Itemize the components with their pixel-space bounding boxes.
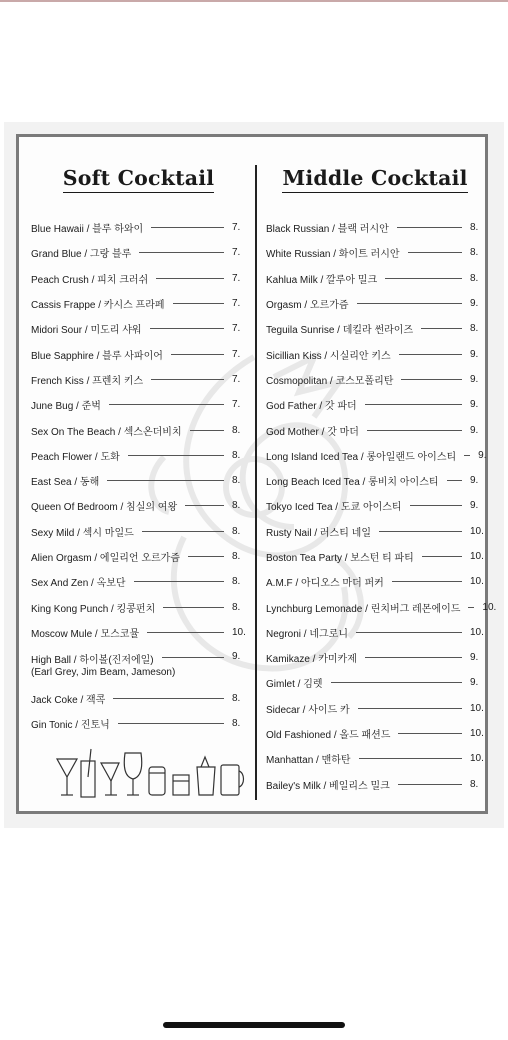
menu-item [31,711,246,736]
dotted-leader [188,556,224,557]
menu-item-price: 8. [232,576,241,588]
dotted-leader [464,455,470,456]
menu-item-price: 7. [232,222,241,234]
menu-item-name: God Mother / 갓 마더 [266,426,359,438]
menu-item-name: East Sea / 동해 [31,477,100,489]
menu-item-price: 9. [232,651,241,663]
menu-item [31,686,246,711]
menu-item [266,569,484,594]
menu-item-price: 9. [470,652,479,664]
menu-item-name: Jack Coke / 잭콕 [31,695,106,707]
menu-item-price: 9. [470,424,479,436]
menu-item [266,772,484,797]
menu-item-price: 8. [232,500,241,512]
menu-item-price: 10. [470,702,484,714]
menu-item-name: Long Beach Iced Tea / 롱비치 아이스티 [266,477,439,489]
menu-item-price: 8. [232,449,241,461]
menu-item-name: Old Fashioned / 올드 패션드 [266,730,391,742]
menu-item-name: Orgasm / 오르가즘 [266,300,349,312]
menu-item [266,367,484,392]
menu-item [31,341,246,366]
menu-item [266,443,487,468]
dotted-leader [118,723,224,724]
top-edge-line [0,0,508,2]
dotted-leader [356,632,462,633]
menu-item-name: Manhattan / 맨하탄 [266,755,351,767]
dotted-leader [408,252,462,253]
menu-item [31,266,246,291]
soft-cocktail-title: Soft Cocktail [31,165,246,193]
menu-item [31,468,246,493]
menu-item-name: Long Island Iced Tea / 롱아일랜드 아이스티 [266,451,457,463]
dotted-leader [162,657,224,658]
menu-item-price: 9. [470,500,479,512]
menu-item-name: Negroni / 네그로니 [266,628,348,640]
menu-item-price: 7. [232,348,241,360]
dotted-leader [379,531,462,532]
menu-item-price: 7. [232,373,241,385]
menu-item-price: 8. [232,693,241,705]
menu-item [31,417,246,442]
menu-item-price: 7. [232,247,241,259]
menu-item [266,240,484,265]
dotted-leader [147,632,224,633]
dotted-leader [359,758,462,759]
menu-item-price: 8. [232,601,241,613]
menu-item-name: Kamikaze / 카미카제 [266,654,357,666]
dotted-leader [422,556,462,557]
menu-item-price: 8. [232,475,241,487]
dotted-leader [365,404,462,405]
menu-item-price: 9. [470,373,479,385]
dotted-leader [468,607,474,608]
menu-item-price: 10. [470,626,484,638]
dotted-leader [163,607,224,608]
menu-item-price: 7. [232,298,241,310]
dotted-leader [190,430,224,431]
dotted-leader [331,682,462,683]
menu-item-price: 8. [232,551,241,562]
menu-item [266,721,484,746]
menu-item [31,392,246,417]
menu-item-price: 10. [232,626,246,638]
menu-item [31,367,246,392]
menu-item [266,493,484,518]
menu-item-name: Moscow Mule / 모스코뮬 [31,628,140,640]
dotted-leader [113,698,224,699]
menu-item-name: Lynchburg Lemonade / 린치버그 레몬에이드 [266,603,461,615]
menu-item-name: Grand Blue / 그랑 블루 [31,249,132,261]
dotted-leader [173,303,224,304]
menu-item-price: 9. [470,348,479,360]
dotted-leader [401,379,462,380]
menu-item-price: 8. [470,272,479,284]
menu-item-name: Gimlet / 김렛 [266,679,323,691]
menu-item-name: Blue Hawaii / 블루 하와이 [31,224,144,236]
menu-item-price: 8. [470,222,479,234]
dotted-leader [128,455,224,456]
menu-item-name: Alien Orgasm / 에일리언 오르가즘 [31,553,180,564]
menu-item-name: Sexy Mild / 섹시 마일드 [31,527,134,539]
menu-item-price: 8. [232,424,241,436]
menu-item [266,620,484,645]
menu-item [266,645,484,670]
menu-item [266,670,484,695]
menu-item-name: High Ball / 하이볼(진저에일) [31,655,154,667]
menu-item-name: Kahlua Milk / 깔루아 밀크 [266,274,378,286]
dotted-leader [447,480,462,481]
menu-item [31,316,246,341]
home-indicator[interactable] [163,1022,345,1028]
menu-item-name: Sex On The Beach / 섹스온더비치 [31,426,182,438]
menu-item-price: 9. [478,449,487,461]
menu-item-price: 10. [470,525,484,537]
menu-item-name: Tokyo Iced Tea / 도쿄 아이스티 [266,502,402,514]
menu-item-name: A.M.F / 아디오스 마더 퍼커 [266,578,384,590]
dotted-leader [399,354,462,355]
dotted-leader [107,480,224,481]
soft-cocktail-list [31,215,246,737]
dotted-leader [398,733,462,734]
menu-item-name: Teguila Sunrise / 데킬라 썬라이즈 [266,325,414,337]
menu-item [266,291,484,316]
menu-item-name: Gin Tonic / 진토닉 [31,720,110,732]
menu-item [31,594,246,619]
menu-item-name: Cosmopolitan / 코스모폴리탄 [266,375,394,387]
menu-item [31,645,246,686]
menu-item-name: Cassis Frappe / 카시스 프라페 [31,300,165,312]
menu-item-price: 9. [470,677,479,689]
menu-item [31,544,246,569]
menu-item-price: 9. [470,475,479,487]
menu-item-price: 9. [470,399,479,411]
menu-item-price: 7. [232,399,241,411]
menu-item [31,240,246,265]
dotted-leader [410,505,462,506]
menu-item-price: 8. [470,778,479,790]
menu-item-name: June Bug / 준벅 [31,401,101,413]
dotted-leader [109,404,224,405]
menu-item [266,417,484,442]
menu-item-name: Sex And Zen / 옥보단 [31,578,126,590]
menu-item-name: Boston Tea Party / 보스턴 티 파티 [266,553,414,564]
menu-item-price: 10. [470,753,484,765]
menu-item-name: Rusty Nail / 러스티 네일 [266,527,371,539]
menu-item [31,493,246,518]
menu-item [266,341,484,366]
menu-item [31,215,246,240]
menu-item [31,620,246,645]
menu-item [266,594,497,619]
menu-item-price: 8. [232,525,241,537]
menu-item-name: Black Russian / 블랙 러시안 [266,224,389,236]
dotted-leader [398,784,462,785]
menu-item-name: French Kiss / 프렌치 키스 [31,375,144,387]
cocktail-glasses-illustration [55,747,250,803]
menu-item-price: 10. [470,576,484,588]
menu-card [16,134,497,814]
menu-item-name: God Father / 갓 파더 [266,401,357,413]
menu-item-note: (Earl Grey, Jim Beam, Jameson) [31,667,176,679]
menu-item [266,468,484,493]
menu-item-price: 8. [470,323,479,335]
menu-item-name: Sicillian Kiss / 시실리안 키스 [266,350,391,362]
menu-item [266,696,484,721]
menu-item [266,316,484,341]
menu-item-name: Queen Of Bedroom / 침실의 여왕 [31,502,178,514]
dotted-leader [365,657,462,658]
dotted-leader [142,531,224,532]
menu-item-price: 10. [482,601,497,613]
menu-item [31,291,246,316]
menu-item-name: King Kong Punch / 킹콩펀치 [31,603,156,615]
menu-item [31,519,246,544]
dotted-leader [134,581,224,582]
menu-item-name: Midori Sour / 미도리 샤워 [31,325,142,337]
menu-item-price: 9. [470,298,479,310]
menu-item [31,443,246,468]
menu-item [266,519,484,544]
middle-cocktail-list [266,215,497,797]
menu-item-price: 7. [232,272,241,284]
dotted-leader [171,354,224,355]
column-divider [255,165,257,800]
menu-item-name: White Russian / 화이트 러시안 [266,249,400,261]
dotted-leader [358,708,462,709]
menu-item-name: Blue Sapphire / 블루 사파이어 [31,350,163,362]
menu-item-price: 10. [470,551,484,562]
menu-item-name: Bailey's Milk / 베일리스 밀크 [266,780,390,792]
menu-item-name: Peach Flower / 도화 [31,451,120,463]
dotted-leader [151,379,224,380]
menu-item [266,746,484,771]
menu-item-price: 7. [232,323,241,335]
menu-item-price: 8. [470,247,479,259]
dotted-leader [392,581,462,582]
dotted-leader [357,303,462,304]
dotted-leader [156,278,224,279]
middle-cocktail-title: Middle Cocktail [266,165,484,193]
dotted-leader [150,328,224,329]
menu-item-name: Sidecar / 사이드 카 [266,704,350,716]
dotted-leader [421,328,462,329]
dotted-leader [367,430,462,431]
menu-item [31,569,246,594]
dotted-leader [151,227,224,228]
dotted-leader [185,505,224,506]
menu-item [266,392,484,417]
menu-item-name: Peach Crush / 피치 크러쉬 [31,274,149,286]
menu-item [266,215,484,240]
dotted-leader [397,227,462,228]
menu-item [266,544,484,569]
menu-item-price: 10. [470,728,484,740]
dotted-leader [139,252,224,253]
dotted-leader [385,278,462,279]
menu-item [266,266,484,291]
menu-item-price: 8. [232,718,241,730]
